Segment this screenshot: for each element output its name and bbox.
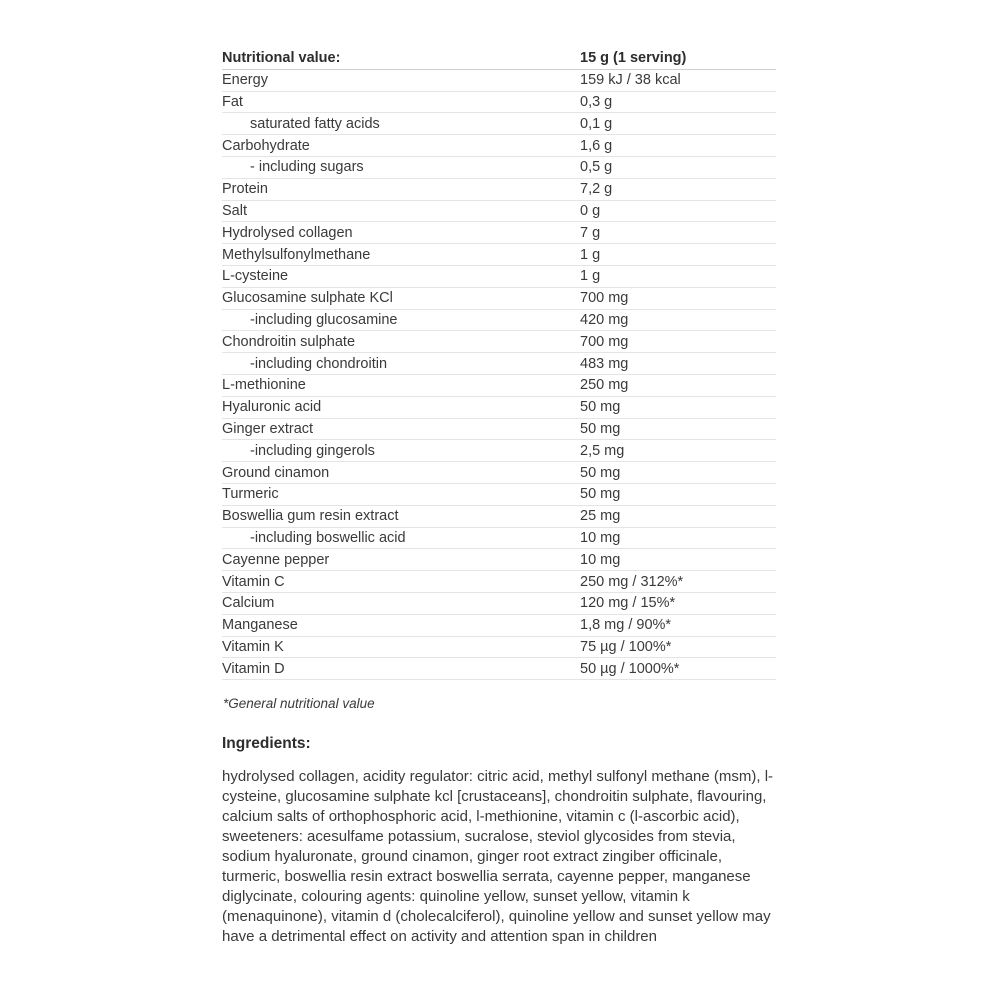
nutrient-value: 50 mg — [580, 420, 621, 437]
nutrient-value: 7,2 g — [580, 181, 613, 198]
table-row — [222, 397, 776, 419]
table-row — [222, 462, 776, 484]
table-row — [222, 331, 776, 353]
nutrient-value: 159 kJ / 38 kcal — [580, 72, 681, 89]
nutrient-value: 120 mg / 15%* — [580, 595, 676, 612]
nutrient-label: Carbohydrate — [222, 137, 310, 154]
nutrient-label: Calcium — [222, 595, 275, 612]
table-row — [222, 593, 776, 615]
table-row — [222, 549, 776, 571]
nutrition-label — [222, 48, 782, 947]
table-row — [222, 353, 776, 375]
nutrient-value: 50 mg — [580, 399, 621, 416]
table-row — [222, 70, 776, 92]
nutrient-label: Ginger extract — [222, 420, 314, 437]
ingredients-heading: Ingredients: — [222, 735, 311, 753]
nutrient-value: 1,8 mg / 90%* — [580, 617, 672, 634]
nutrient-value: 0 g — [580, 202, 601, 219]
nutrient-label: Manganese — [222, 617, 298, 634]
nutrient-value: 50 mg — [580, 486, 621, 503]
table-row — [222, 113, 776, 135]
table-row — [222, 244, 776, 266]
nutrient-label: - including sugars — [250, 159, 364, 176]
table-row — [222, 157, 776, 179]
nutrient-value: 1 g — [580, 246, 601, 263]
nutrient-label: Protein — [222, 181, 268, 198]
nutrient-label: L-cysteine — [222, 268, 289, 285]
table-row — [222, 310, 776, 332]
nutrient-label: -including gingerols — [250, 442, 375, 459]
nutrient-label: Ground cinamon — [222, 464, 330, 481]
nutrient-value: 2,5 mg — [580, 442, 625, 459]
table-header-row — [222, 48, 776, 70]
table-row — [222, 375, 776, 397]
table-row — [222, 571, 776, 593]
table-row — [222, 92, 776, 114]
nutrient-value: 700 mg — [580, 333, 629, 350]
nutrition-table — [222, 48, 776, 680]
nutrient-value: 1 g — [580, 268, 601, 285]
nutrient-value: 75 µg / 100%* — [580, 638, 672, 655]
nutrient-label: Cayenne pepper — [222, 551, 330, 568]
table-row — [222, 266, 776, 288]
table-row — [222, 201, 776, 223]
nutrient-label: -including glucosamine — [250, 311, 398, 328]
nutrient-label: Hydrolysed collagen — [222, 224, 353, 241]
table-row — [222, 615, 776, 637]
table-row — [222, 637, 776, 659]
nutrient-value: 25 mg — [580, 508, 621, 525]
nutrient-label: Salt — [222, 202, 247, 219]
nutrient-label: Hyaluronic acid — [222, 399, 322, 416]
footnote: *General nutritional value — [223, 696, 375, 712]
nutrient-value: 0,3 g — [580, 93, 613, 110]
nutrient-value: 250 mg — [580, 377, 629, 394]
nutrient-label: L-methionine — [222, 377, 306, 394]
nutrient-value: 10 mg — [580, 529, 621, 546]
table-body — [222, 70, 776, 680]
nutrient-value: 10 mg — [580, 551, 621, 568]
table-header-value: 15 g (1 serving) — [580, 50, 687, 67]
nutrient-value: 1,6 g — [580, 137, 613, 154]
nutrient-label: Methylsulfonylmethane — [222, 246, 371, 263]
nutrient-value: 420 mg — [580, 311, 629, 328]
nutrient-label: Vitamin K — [222, 638, 284, 655]
table-row — [222, 135, 776, 157]
nutrient-label: Turmeric — [222, 486, 279, 503]
nutrient-value: 0,5 g — [580, 159, 613, 176]
nutrient-label: Energy — [222, 72, 268, 89]
nutrient-label: Chondroitin sulphate — [222, 333, 356, 350]
table-row — [222, 419, 776, 441]
table-row — [222, 440, 776, 462]
nutrient-label: Fat — [222, 93, 243, 110]
nutrient-label: saturated fatty acids — [250, 115, 380, 132]
nutrient-label: Boswellia gum resin extract — [222, 508, 399, 525]
table-row — [222, 506, 776, 528]
table-row — [222, 222, 776, 244]
table-row — [222, 528, 776, 550]
nutrient-value: 250 mg / 312%* — [580, 573, 684, 590]
nutrient-value: 700 mg — [580, 290, 629, 307]
nutrient-label: -including boswellic acid — [250, 529, 406, 546]
nutrient-value: 7 g — [580, 224, 601, 241]
nutrient-label: Vitamin C — [222, 573, 285, 590]
table-header-label: Nutritional value: — [222, 50, 341, 67]
nutrient-value: 483 mg — [580, 355, 629, 372]
ingredients-text: hydrolysed collagen, acidity regulator: citric acid, methyl sulfonyl methane (msm), l-cysteine, glucosamine sulphate kcl [crustaceans], chondroitin sulphate, flavouring, calcium salts of orthophosphoric acid, l-methionine, vitamin c (l-ascorbic acid), sweeteners: acesulfame potassium, sucralose, steviol glycosides from stevia, sodium hyaluronate, ground cinamon, ginger root extract zingiber officinale, turmeric, boswellia resin extract boswellia serrata, cayenne pepper, manganese diglycinate, colouring agents: quinoline yellow, sunset yellow, vitamin k (menaquinone), vitamin d (cholecalciferol), quinoline yellow and sunset yellow may have a detrimental effect on activity and attention span in children — [222, 768, 774, 946]
nutrient-value: 50 µg / 1000%* — [580, 660, 680, 677]
table-row — [222, 288, 776, 310]
nutrient-value: 0,1 g — [580, 115, 613, 132]
table-row — [222, 658, 776, 680]
nutrient-label: Vitamin D — [222, 660, 285, 677]
table-row — [222, 484, 776, 506]
nutrient-label: Glucosamine sulphate KCl — [222, 290, 393, 307]
table-row — [222, 179, 776, 201]
nutrient-value: 50 mg — [580, 464, 621, 481]
nutrient-label: -including chondroitin — [250, 355, 388, 372]
